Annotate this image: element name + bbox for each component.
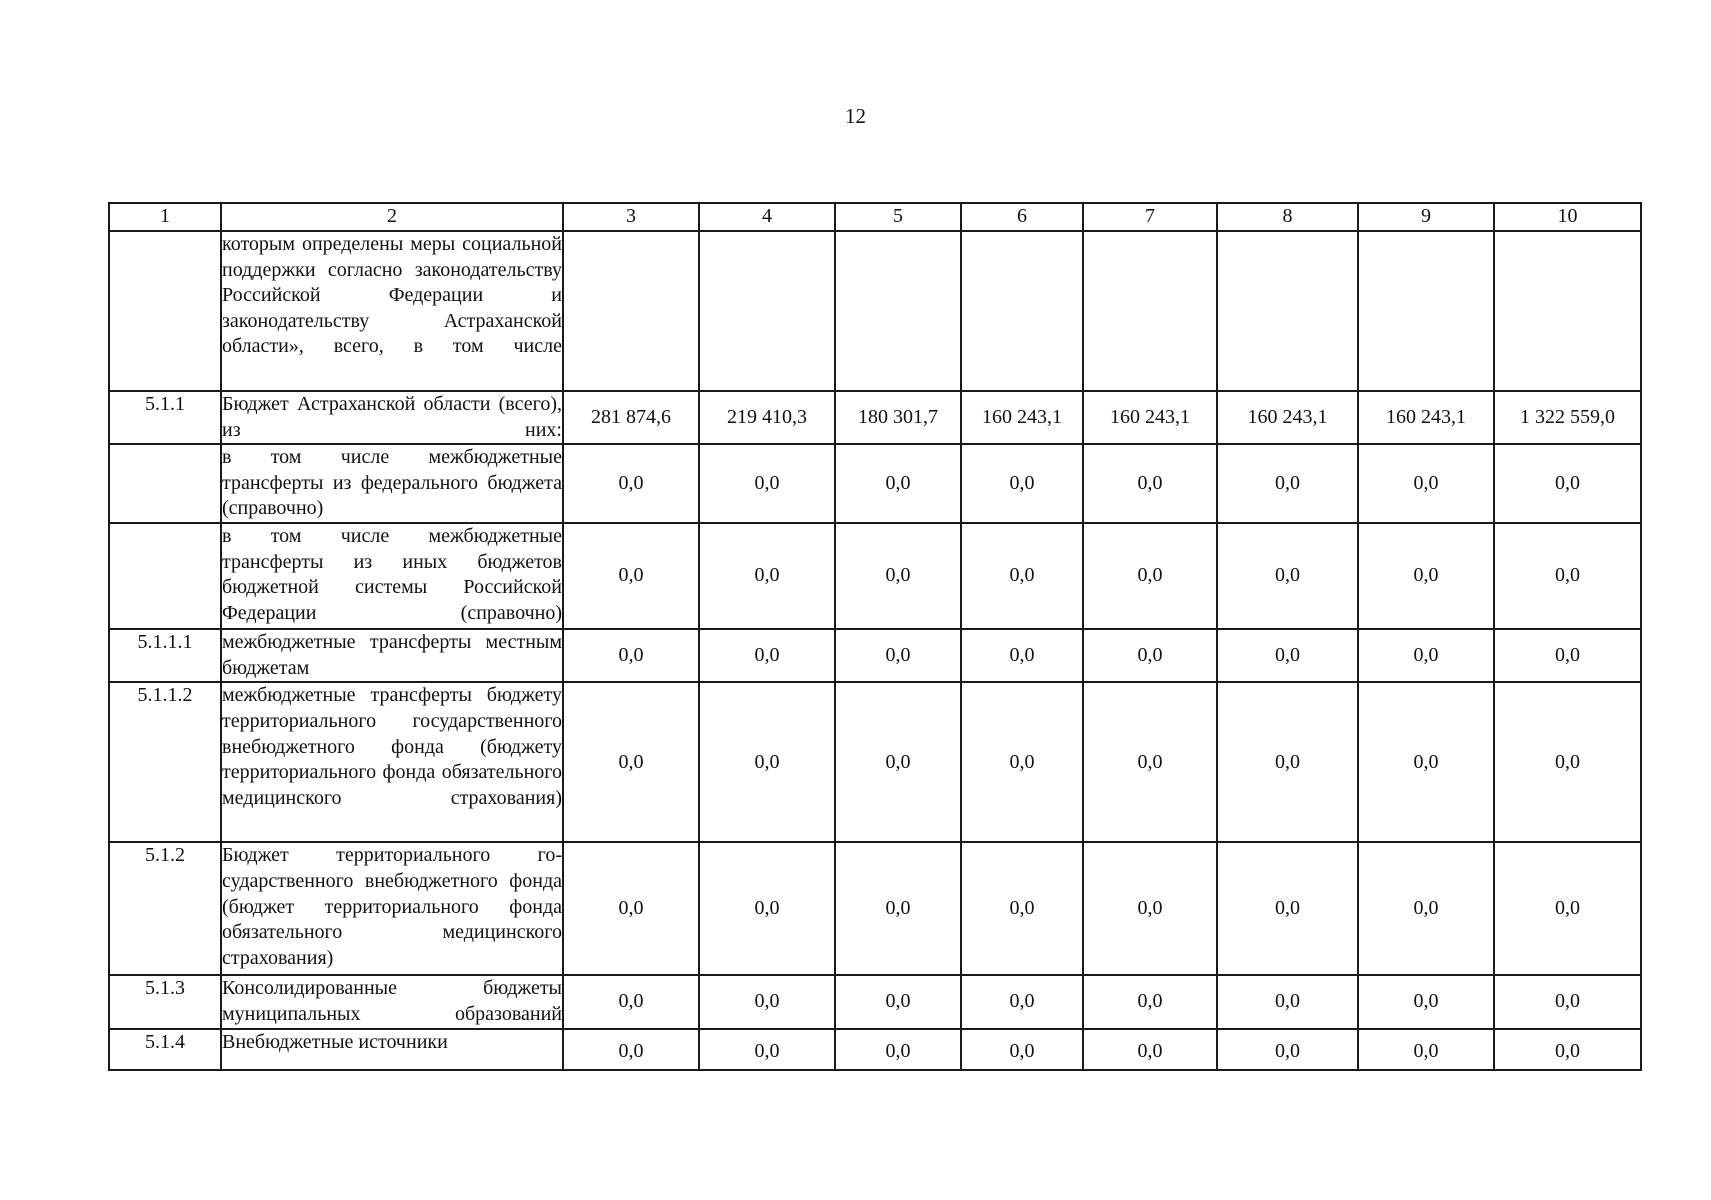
column-header: 5 [835,203,961,231]
value-cell: 0,0 [1083,682,1217,842]
row-code: 5.1.1 [109,391,221,444]
value-cell: 0,0 [1217,682,1358,842]
value-cell: 0,0 [563,629,699,682]
value-cell: 0,0 [961,682,1083,842]
row-code: 5.1.3 [109,975,221,1028]
value-cell: 0,0 [1083,842,1217,975]
value-cell: 0,0 [1217,444,1358,523]
value-cell: 0,0 [1217,1029,1358,1070]
row-code: 5.1.1.1 [109,629,221,682]
row-description: Бюджет Астраханской области (всего), из них: [221,391,563,444]
value-cell: 0,0 [1494,444,1641,523]
column-header: 1 [109,203,221,231]
table-row [109,842,1641,975]
value-cell: 0,0 [961,1029,1083,1070]
budget-table [108,202,1642,1071]
value-cell: 0,0 [1083,1029,1217,1070]
value-cell: 0,0 [1083,975,1217,1028]
column-header: 4 [699,203,835,231]
table-row [109,629,1641,682]
value-cell: 0,0 [699,842,835,975]
value-cell: 0,0 [835,444,961,523]
row-code [109,231,221,391]
column-header: 8 [1217,203,1358,231]
value-cell: 180 301,7 [835,391,961,444]
value-cell [961,231,1083,391]
row-description: в том числе межбюджетные трансферты из иных бюджетов бюджетной системы Российской Федерации (справочно) [221,523,563,629]
value-cell: 0,0 [563,682,699,842]
table-row [109,1029,1641,1070]
value-cell: 0,0 [961,975,1083,1028]
column-header: 7 [1083,203,1217,231]
row-code [109,444,221,523]
value-cell: 0,0 [1494,1029,1641,1070]
value-cell: 0,0 [563,444,699,523]
column-header: 3 [563,203,699,231]
value-cell [1217,231,1358,391]
value-cell [835,231,961,391]
value-cell: 0,0 [1494,975,1641,1028]
value-cell: 0,0 [699,975,835,1028]
row-code: 5.1.4 [109,1029,221,1070]
row-code: 5.1.2 [109,842,221,975]
value-cell: 0,0 [1358,682,1494,842]
value-cell: 0,0 [1494,842,1641,975]
value-cell: 0,0 [1217,842,1358,975]
column-header: 9 [1358,203,1494,231]
column-header: 6 [961,203,1083,231]
table-row [109,682,1641,842]
header-row [109,203,1641,231]
row-code [109,523,221,629]
value-cell: 0,0 [699,1029,835,1070]
value-cell: 281 874,6 [563,391,699,444]
value-cell: 0,0 [1358,842,1494,975]
value-cell: 0,0 [563,975,699,1028]
value-cell [1083,231,1217,391]
value-cell: 0,0 [699,682,835,842]
value-cell: 0,0 [699,444,835,523]
value-cell: 0,0 [1083,523,1217,629]
value-cell: 160 243,1 [961,391,1083,444]
value-cell [699,231,835,391]
value-cell: 160 243,1 [1358,391,1494,444]
value-cell: 0,0 [1358,1029,1494,1070]
column-header: 10 [1494,203,1641,231]
table-row [109,523,1641,629]
value-cell: 0,0 [835,1029,961,1070]
value-cell: 0,0 [835,629,961,682]
table-row [109,444,1641,523]
value-cell: 0,0 [961,523,1083,629]
value-cell: 0,0 [1494,629,1641,682]
value-cell: 0,0 [563,842,699,975]
value-cell: 1 322 559,0 [1494,391,1641,444]
value-cell: 160 243,1 [1083,391,1217,444]
row-description: в том числе межбюджетные трансферты из федерального бюджета (справочно) [221,444,563,523]
table-row [109,975,1641,1028]
value-cell: 0,0 [563,523,699,629]
row-description: которым определены меры социальной поддержки согласно законодательству Российской Федерации и законодательству Астраханской области», всего, в том числе [221,231,563,391]
table-row [109,391,1641,444]
value-cell [563,231,699,391]
value-cell: 0,0 [1083,444,1217,523]
value-cell: 0,0 [1358,523,1494,629]
value-cell: 0,0 [835,975,961,1028]
value-cell: 0,0 [961,444,1083,523]
value-cell: 160 243,1 [1217,391,1358,444]
value-cell: 0,0 [699,629,835,682]
value-cell: 0,0 [835,682,961,842]
column-header: 2 [221,203,563,231]
value-cell [1494,231,1641,391]
row-description: Бюджет территориального государственного внебюджетного фонда (бюджет территориального фонда обязательного медицинского страхования) [221,842,563,975]
value-cell: 219 410,3 [699,391,835,444]
value-cell: 0,0 [961,842,1083,975]
value-cell: 0,0 [961,629,1083,682]
value-cell: 0,0 [699,523,835,629]
value-cell: 0,0 [563,1029,699,1070]
value-cell: 0,0 [1083,629,1217,682]
value-cell [1358,231,1494,391]
page-number: 12 [845,104,866,128]
value-cell: 0,0 [835,523,961,629]
row-description: Внебюджетные источники [221,1029,563,1070]
row-description: межбюджетные трансферты бюджету территориального государственного внебюджетного фонда (бюджету территориального фонда обязательного медицинского страхования) [221,682,563,842]
value-cell: 0,0 [1358,629,1494,682]
value-cell: 0,0 [835,842,961,975]
row-description: межбюджетные трансферты местным бюджетам [221,629,563,682]
value-cell: 0,0 [1494,523,1641,629]
value-cell: 0,0 [1217,975,1358,1028]
row-description: Консолидированные бюджеты муниципальных образований [221,975,563,1028]
value-cell: 0,0 [1358,444,1494,523]
row-code: 5.1.1.2 [109,682,221,842]
table-row [109,231,1641,391]
value-cell: 0,0 [1217,523,1358,629]
value-cell: 0,0 [1217,629,1358,682]
value-cell: 0,0 [1494,682,1641,842]
value-cell: 0,0 [1358,975,1494,1028]
